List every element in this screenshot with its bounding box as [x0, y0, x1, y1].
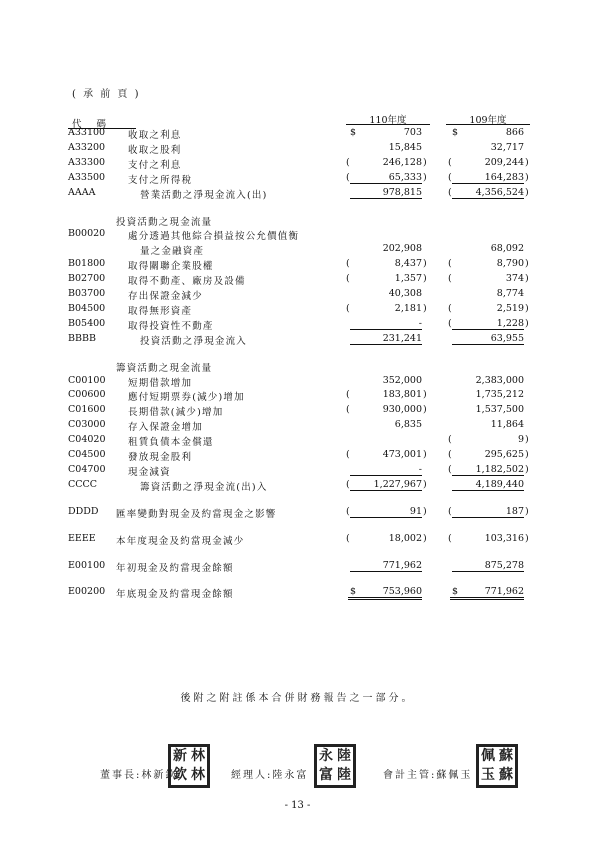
row-code: E00200: [68, 586, 106, 598]
cur-open-paren: (: [346, 505, 350, 517]
table-row: [0, 506, 595, 520]
prev-amount: 1,228: [452, 318, 524, 330]
table-row: [0, 214, 595, 228]
prev-amount: 4,356,524: [452, 187, 524, 199]
table-row: [0, 586, 595, 600]
row-description: 匯率變動對現金及約當現金之影響: [116, 508, 277, 520]
cur-amount: -: [350, 318, 422, 330]
prev-amount: 1,735,212: [475, 389, 524, 401]
accounting-head-signature: 會計主管:蘇佩玉: [383, 770, 473, 781]
cur-amount: 978,815: [350, 187, 422, 199]
cur-amount: 352,000: [382, 374, 422, 386]
prev-amount: 164,283: [452, 172, 524, 184]
cur-amount: 930,000: [382, 404, 422, 416]
table-row: [0, 187, 595, 201]
seal-char: 林: [191, 748, 205, 764]
page-number: - 13 -: [284, 800, 311, 811]
row-description: 取得無形資產: [128, 305, 193, 317]
row-code: E00100: [68, 559, 106, 571]
row-description: 籌資活動之淨現金流(出)入: [140, 481, 268, 493]
prev-open-paren: (: [448, 449, 452, 460]
row-description: 投資活動之淨現金流入: [140, 335, 248, 347]
cur-amount: -: [350, 464, 422, 476]
prev-open-paren: (: [448, 273, 452, 285]
prev-open-paren: (: [448, 532, 452, 544]
table-row: [0, 243, 595, 257]
table-row: [0, 288, 595, 302]
prev-amount: 63,955: [452, 333, 524, 345]
cur-open-paren: (: [346, 449, 350, 460]
table-row: [0, 533, 595, 547]
prev-currency-symbol: $: [452, 127, 459, 138]
prev-amount: 1,182,502: [452, 464, 524, 476]
prev-close-paren: ): [525, 532, 529, 544]
manager-signature: 經理人:陸永富: [231, 770, 309, 781]
year-prior-rule: [446, 124, 530, 125]
seal-char: 佩: [481, 748, 495, 764]
cur-close-paren: ): [423, 302, 427, 314]
row-description: 應付短期票券(減少)增加: [128, 392, 245, 404]
cur-close-paren: ): [423, 171, 427, 183]
table-row: [0, 560, 595, 574]
cur-amount: 6,835: [394, 419, 422, 431]
row-description: 籌資活動之現金流量: [116, 362, 213, 374]
prev-open-paren: (: [448, 171, 452, 183]
row-code: C04700: [68, 463, 106, 475]
row-code: AAAA: [68, 186, 96, 198]
table-row: [0, 375, 595, 389]
prev-close-paren: ): [525, 258, 529, 270]
prev-close-paren: ): [525, 273, 529, 285]
cur-currency-symbol: $: [350, 127, 357, 138]
prev-amount: 103,316: [484, 532, 524, 544]
cur-close-paren: ): [423, 478, 427, 490]
prev-open-paren: (: [448, 302, 452, 314]
row-description: 量之金融資產: [140, 246, 205, 258]
cur-close-paren: ): [423, 532, 427, 544]
table-row: [0, 389, 595, 403]
prev-close-paren: ): [525, 505, 529, 517]
prev-amount: 875,278: [452, 560, 524, 572]
row-code: C03000: [68, 419, 106, 431]
cur-amount: 2,181: [394, 302, 422, 314]
cur-amount: 246,128: [382, 156, 422, 168]
prev-close-paren: ): [525, 171, 529, 183]
cur-amount: 8,437: [394, 258, 422, 270]
row-description: 支付之利息: [128, 159, 182, 171]
prev-close-paren: ): [525, 463, 529, 475]
row-code: C04020: [68, 434, 106, 446]
cur-amount: 231,241: [350, 333, 422, 345]
row-code: A33300: [68, 156, 106, 168]
seal-char: 陸: [337, 767, 351, 783]
chairman-signature: 董事長:林新欽: [100, 770, 178, 781]
cur-amount: 703: [403, 127, 422, 138]
prev-amount: 187: [452, 506, 524, 518]
seal-char: 新: [173, 748, 187, 764]
cur-amount: 771,962: [350, 560, 422, 572]
table-row: [0, 172, 595, 186]
cur-close-paren: ): [423, 273, 427, 285]
cur-open-paren: (: [346, 532, 350, 544]
prev-amount: 866: [505, 127, 524, 138]
prev-open-paren: (: [448, 258, 452, 270]
footnote: 後附之附註係本合併財務報告之一部分。: [180, 693, 415, 704]
row-description: 現金減資: [128, 466, 171, 478]
prev-amount: 4,189,440: [452, 479, 524, 491]
cur-amount: 1,357: [394, 273, 422, 285]
table-row: [0, 404, 595, 418]
prev-close-paren: ): [525, 302, 529, 314]
cur-amount: 65,333: [350, 172, 422, 184]
cur-open-paren: (: [346, 404, 350, 416]
seal-char: 永: [319, 748, 333, 764]
prev-currency-symbol: $: [452, 586, 459, 598]
prev-open-paren: (: [448, 156, 452, 168]
year-current-header: 110年度: [369, 115, 407, 126]
cur-amount: 202,908: [382, 243, 422, 255]
row-description: 發放現金股利: [128, 452, 193, 463]
row-code: CCCC: [68, 478, 98, 490]
cur-open-paren: (: [346, 389, 350, 401]
year-current-rule: [346, 124, 430, 125]
prev-amount: 209,244: [484, 156, 524, 168]
prev-amount: 8,790: [496, 258, 524, 270]
code-column-header: 代 碼: [72, 119, 113, 130]
table-row: [0, 127, 595, 141]
row-description: 存出保證金減少: [128, 291, 203, 302]
cur-amount: 1,227,967: [350, 479, 422, 491]
cur-close-paren: ): [423, 389, 427, 401]
cur-open-paren: (: [346, 302, 350, 314]
prev-open-paren: (: [448, 317, 452, 329]
cur-close-paren: ): [423, 258, 427, 270]
seal-char: 蘇: [499, 748, 513, 764]
row-description: 收取之股利: [128, 144, 182, 156]
row-code: C00100: [68, 374, 106, 386]
table-row: [0, 157, 595, 171]
table-row: [0, 434, 595, 448]
continued-label: ( 承 前 頁 ): [72, 89, 141, 100]
row-code: A33200: [68, 141, 106, 153]
cur-amount: 753,960: [348, 586, 422, 600]
table-row: [0, 360, 595, 374]
accounting-head-seal: [476, 744, 518, 788]
prev-amount: 374: [505, 273, 524, 285]
row-code: C01600: [68, 404, 106, 416]
seal-char: 富: [319, 767, 333, 783]
table-row: [0, 318, 595, 332]
chairman-seal: [168, 744, 210, 788]
seal-char: 玉: [481, 767, 495, 783]
seal-char: 林: [191, 767, 205, 783]
prev-open-paren: (: [448, 434, 452, 446]
prev-open-paren: (: [448, 463, 452, 475]
cur-open-paren: (: [346, 273, 350, 285]
prev-amount: 8,774: [496, 288, 524, 299]
table-row: [0, 333, 595, 347]
table-row: [0, 303, 595, 317]
row-code: B03700: [68, 288, 106, 299]
row-description: 支付之所得稅: [128, 174, 193, 186]
row-code: B02700: [68, 273, 106, 285]
prev-close-paren: ): [525, 434, 529, 446]
row-description: 本年度現金及約當現金減少: [116, 535, 245, 547]
cur-amount: 183,801: [382, 389, 422, 401]
cur-close-paren: ): [423, 505, 427, 517]
table-row: [0, 258, 595, 272]
row-description: 租賃負債本金償還: [128, 437, 214, 449]
table-row: [0, 479, 595, 493]
row-description: 處分透過其他綜合損益按公允價值衡: [128, 231, 300, 243]
row-code: BBBB: [68, 332, 96, 344]
cur-amount: 40,308: [388, 288, 422, 299]
row-description: 營業活動之淨現金流入(出): [140, 189, 268, 201]
row-code: DDDD: [68, 505, 99, 517]
cur-currency-symbol: $: [350, 586, 357, 598]
prev-amount: 771,962: [450, 586, 524, 600]
cur-close-paren: ): [423, 404, 427, 416]
seal-char: 陸: [337, 748, 351, 764]
table-row: [0, 228, 595, 242]
row-description: 取得不動產、廠房及設備: [128, 276, 246, 288]
cur-close-paren: ): [423, 156, 427, 168]
table-row: [0, 419, 595, 433]
row-description: 長期借款(減少)增加: [128, 407, 224, 419]
prev-amount: 2,519: [496, 302, 524, 314]
row-code: A33100: [68, 127, 106, 138]
table-row: [0, 464, 595, 478]
row-description: 投資活動之現金流量: [116, 216, 213, 228]
table-row: [0, 449, 595, 463]
prev-amount: 32,717: [490, 141, 524, 153]
prev-amount: 2,383,000: [475, 374, 524, 386]
cur-open-paren: (: [346, 171, 350, 183]
row-description: 收取之利息: [128, 130, 182, 141]
row-code: EEEE: [68, 532, 96, 544]
row-description: 年底現金及約當現金餘額: [116, 589, 234, 601]
seal-char: 欽: [173, 767, 187, 783]
year-prior-header: 109年度: [469, 115, 507, 126]
cur-close-paren: ): [423, 449, 427, 460]
row-code: B01800: [68, 258, 106, 270]
prev-open-paren: (: [448, 505, 452, 517]
manager-seal: [314, 744, 356, 788]
row-description: 存入保證金增加: [128, 422, 203, 434]
row-code: C04500: [68, 449, 106, 460]
prev-close-paren: ): [525, 449, 529, 460]
table-row: [0, 273, 595, 287]
row-code: C00600: [68, 389, 106, 401]
prev-amount: 68,092: [490, 243, 524, 255]
row-description: 短期借款增加: [128, 377, 193, 389]
row-code: B05400: [68, 317, 106, 329]
prev-amount: 1,537,500: [475, 404, 524, 416]
prev-amount: 295,625: [484, 449, 524, 460]
cur-amount: 18,002: [388, 532, 422, 544]
prev-amount: 9: [517, 434, 524, 446]
cur-amount: 91: [350, 506, 422, 518]
prev-close-paren: ): [525, 186, 529, 198]
prev-amount: 11,864: [490, 419, 524, 431]
cur-open-paren: (: [346, 478, 350, 490]
prev-close-paren: ): [525, 317, 529, 329]
row-code: A33500: [68, 171, 106, 183]
row-description: 年初現金及約當現金餘額: [116, 562, 234, 574]
row-description: 取得關聯企業股權: [128, 261, 214, 273]
cur-amount: 473,001: [382, 449, 422, 460]
table-row: [0, 142, 595, 156]
row-description: 取得投資性不動產: [128, 320, 214, 332]
row-code: B00020: [68, 228, 106, 240]
cur-open-paren: (: [346, 258, 350, 270]
cur-open-paren: (: [346, 156, 350, 168]
seal-char: 蘇: [499, 767, 513, 783]
cur-amount: 15,845: [388, 141, 422, 153]
row-code: B04500: [68, 302, 106, 314]
prev-open-paren: (: [448, 186, 452, 198]
prev-close-paren: ): [525, 156, 529, 168]
